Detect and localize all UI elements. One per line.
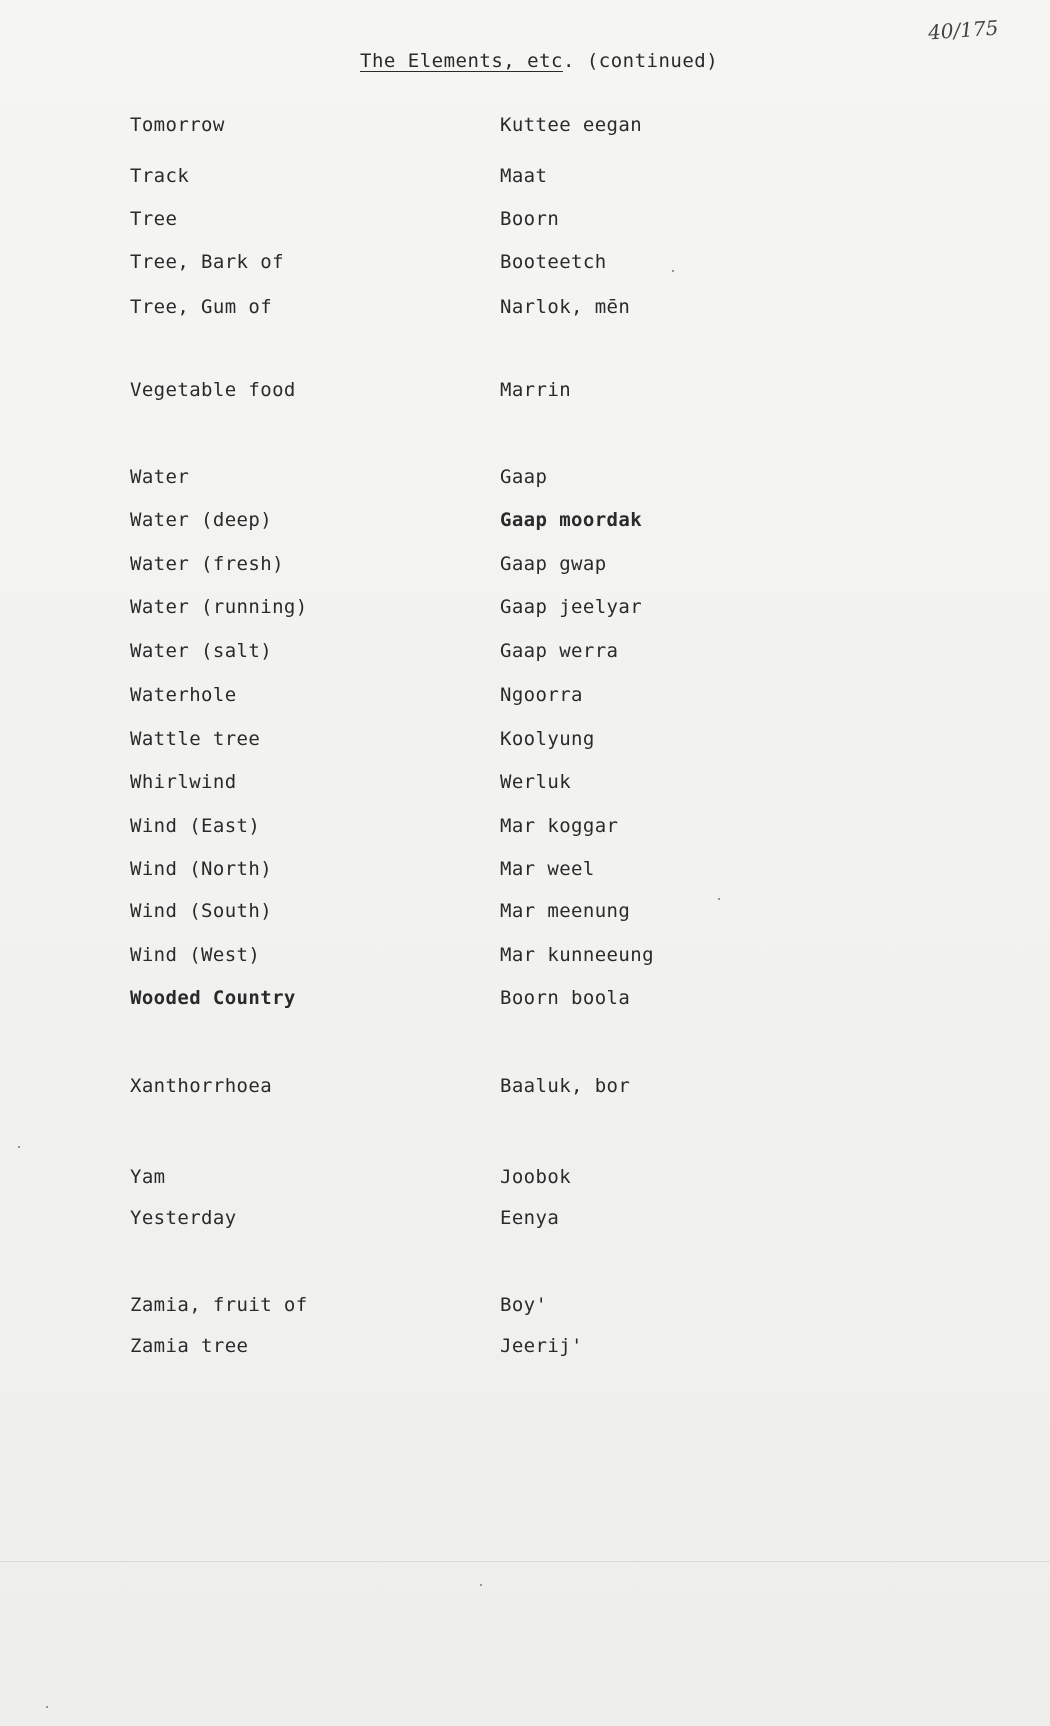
english-term: Water (fresh) [130, 553, 284, 575]
native-term: Baaluk, bor [500, 1075, 631, 1097]
english-term: Vegetable food [130, 379, 296, 401]
page-fold-line [0, 1561, 1050, 1562]
native-term: Mar weel [500, 858, 595, 880]
native-term: Gaap moordak [500, 509, 643, 531]
native-term: Gaap werra [500, 640, 619, 662]
native-term: Booteetch [500, 251, 607, 273]
native-term: Mar meenung [500, 900, 631, 922]
ink-speck [18, 1146, 20, 1148]
native-term: Koolyung [500, 728, 595, 750]
english-term: Waterhole [130, 684, 237, 706]
native-term: Jeerij' [500, 1335, 583, 1357]
page-heading [360, 50, 718, 72]
native-term: Joobok [500, 1166, 572, 1188]
native-term: Werluk [500, 771, 572, 793]
native-term: Boorn boola [500, 987, 631, 1009]
ink-speck [480, 1584, 482, 1586]
native-term: Mar koggar [500, 815, 619, 837]
native-term: Gaap [500, 466, 548, 488]
english-term: Water (deep) [130, 509, 273, 531]
english-term: Wind (East) [130, 815, 261, 837]
native-term: Maat [500, 165, 548, 187]
native-term: Eenya [500, 1207, 560, 1229]
english-term: Yesterday [130, 1207, 237, 1229]
english-term: Wind (South) [130, 900, 273, 922]
heading-title: The Elements, etc [360, 50, 563, 72]
english-term: Wooded Country [130, 987, 296, 1009]
english-term: Whirlwind [130, 771, 237, 793]
native-term: Ngoorra [500, 684, 583, 706]
english-term: Wattle tree [130, 728, 261, 750]
english-term: Water [130, 466, 190, 488]
native-term: Narlok, mēn [500, 296, 631, 318]
native-term: Marrin [500, 379, 572, 401]
ink-speck [718, 898, 720, 900]
english-term: Tree [130, 208, 178, 230]
ink-speck [46, 1706, 48, 1708]
native-term: Gaap jeelyar [500, 596, 643, 618]
native-term: Boorn [500, 208, 560, 230]
folio-number: 40/175 [927, 15, 1000, 45]
english-term: Zamia, fruit of [130, 1294, 308, 1316]
native-term: Boy' [500, 1294, 548, 1316]
english-term: Xanthorrhoea [130, 1075, 273, 1097]
native-term: Kuttee eegan [500, 114, 643, 136]
english-term: Wind (West) [130, 944, 261, 966]
native-term: Mar kunneeung [500, 944, 654, 966]
heading-suffix: . (continued) [562, 50, 719, 72]
english-term: Track [130, 165, 190, 187]
english-term: Wind (North) [130, 858, 273, 880]
english-term: Zamia tree [130, 1335, 249, 1357]
english-term: Tomorrow [130, 114, 225, 136]
english-term: Water (running) [130, 596, 308, 618]
ink-speck [672, 270, 674, 272]
english-term: Tree, Gum of [130, 296, 273, 318]
english-term: Yam [130, 1166, 166, 1188]
english-term: Water (salt) [130, 640, 273, 662]
english-term: Tree, Bark of [130, 251, 284, 273]
native-term: Gaap gwap [500, 553, 607, 575]
